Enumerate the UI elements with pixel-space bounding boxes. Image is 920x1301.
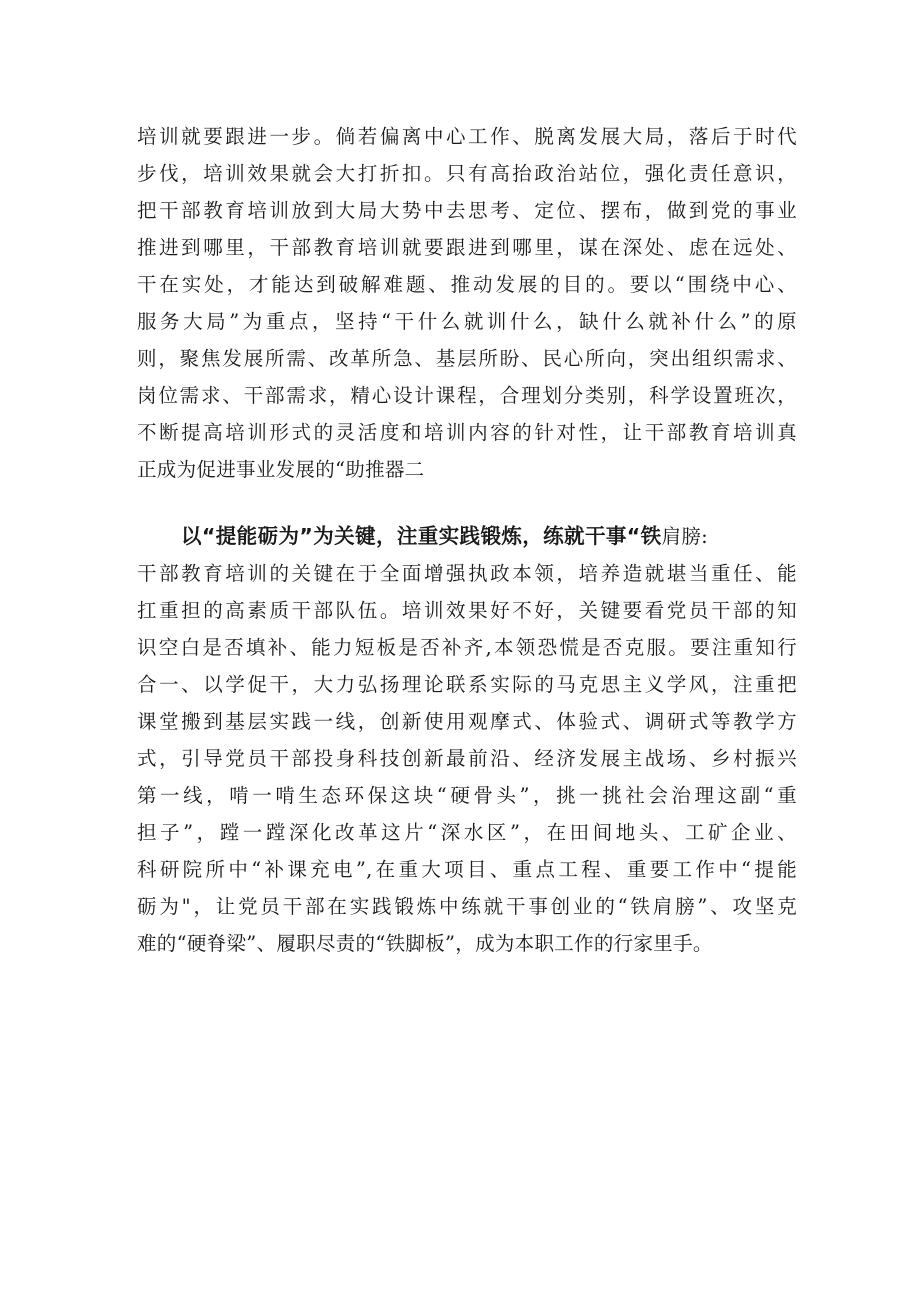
text-line: 课堂搬到基层实践一线，创新使用观摩式、体验式、调研式等教学方 bbox=[137, 710, 797, 733]
text-line: 则，聚焦发展所需、改革所急、基层所盼、民心所向，突出组织需求、 bbox=[137, 347, 797, 370]
text-line: 步伐，培训效果就会大打折扣。只有高抬政治站位，强化责任意识， bbox=[137, 162, 797, 185]
text-line: 式，引导党员干部投身科技创新最前沿、经济发展主战场、乡村振兴 bbox=[137, 747, 797, 770]
section-heading-bold: 以“提能砺为”为关键，注重实践锻炼，练就干事“铁 bbox=[181, 524, 662, 548]
section-heading bbox=[137, 518, 797, 555]
text-line: 干部教育培训的关键在于全面增强执政本领，培养造就堪当重任、能 bbox=[137, 562, 797, 585]
text-line: 正成为促进事业发展的“助推器二 bbox=[137, 458, 425, 481]
text-line: 扛重担的高素质干部队伍。培训效果好不好，关键要看党员干部的知 bbox=[137, 599, 797, 622]
paragraph-2 bbox=[137, 518, 802, 962]
text-line: 第一线，啃一啃生态环保这块“硬骨头”，挑一挑社会治理这副“重 bbox=[137, 784, 797, 807]
text-line: 担子”，蹚一蹚深化改革这片“深水区”，在田间地头、工矿企业、 bbox=[137, 821, 797, 844]
text-line: 培训就要跟进一步。倘若偏离中心工作、脱离发展大局，落后于时代 bbox=[137, 125, 797, 148]
text-line: 把干部教育培训放到大局大势中去思考、定位、摆布，做到党的事业 bbox=[137, 199, 797, 222]
text-line: 干在实处，才能达到破解难题、推动发展的目的。要以“围绕中心、 bbox=[137, 273, 797, 296]
text-line: 合一、以学促干，大力弘扬理论联系实际的马克思主义学风，注重把 bbox=[137, 673, 797, 696]
text-line: 服务大局”为重点，坚持“干什么就训什么，缺什么就补什么”的原 bbox=[137, 310, 797, 333]
section-heading-tail: 肩膀: bbox=[661, 525, 709, 548]
text-line: 推进到哪里，干部教育培训就要跟进到哪里，谋在深处、虑在远处、 bbox=[137, 236, 797, 259]
text-line: 岗位需求、干部需求，精心设计课程，合理划分类别，科学设置班次， bbox=[137, 384, 797, 407]
paragraph-1 bbox=[137, 118, 802, 488]
text-line: 不断提高培训形式的灵活度和培训内容的针对性，让干部教育培训真 bbox=[137, 421, 797, 444]
body-text bbox=[137, 118, 802, 962]
paragraph-gap bbox=[137, 488, 802, 518]
text-line: 科研院所中“补课充电”,在重大项目、重点工程、重要工作中“提能 bbox=[137, 858, 797, 881]
text-line: 识空白是否填补、能力短板是否补齐,本领恐慌是否克服。要注重知行 bbox=[137, 636, 797, 659]
text-line: 砺为"，让党员干部在实践锻炼中练就干事创业的“铁肩膀”、攻坚克 bbox=[137, 895, 797, 918]
text-line: 难的“硬脊梁”、履职尽责的“铁脚板”，成为本职工作的行家里手。 bbox=[137, 932, 713, 955]
